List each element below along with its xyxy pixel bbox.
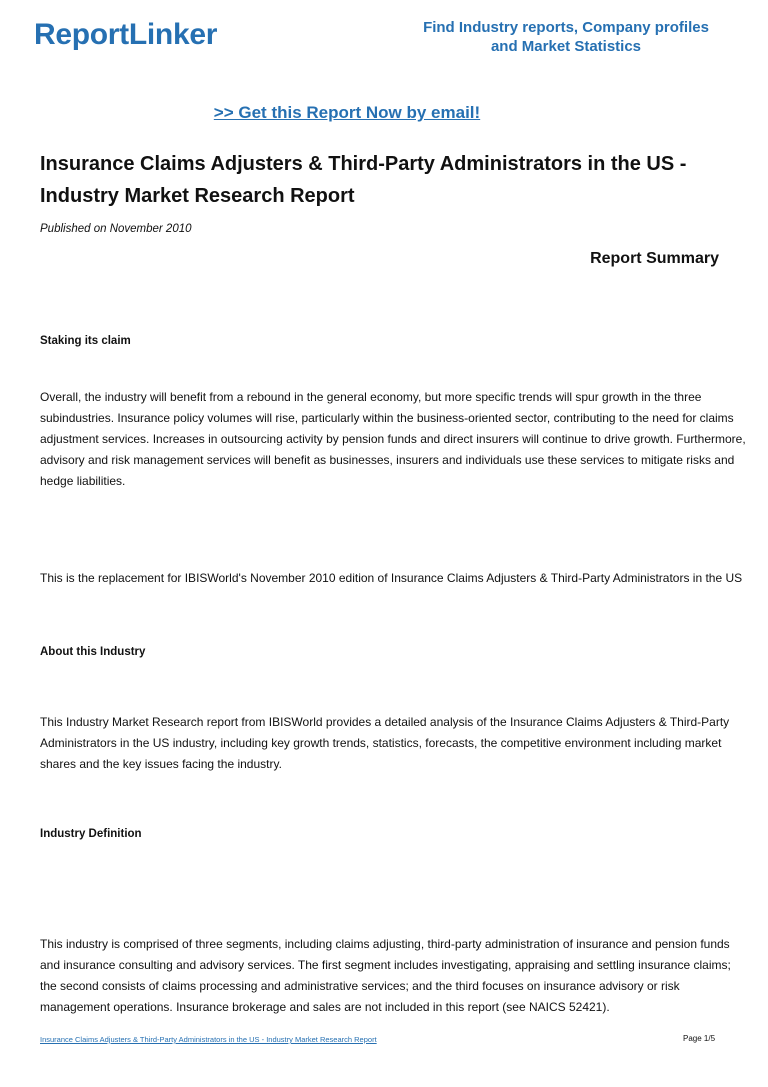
report-title <box>40 148 740 212</box>
paragraph-line: and insurance consulting and advisory services. The first segment includes investigating, appraising and settling insurance claims; <box>40 958 731 972</box>
title-line: Industry Market Research Report <box>40 185 355 207</box>
paragraph-line: advisory and risk management services will benefit as businesses, insurers and individuals use these services to mitigate risks and <box>40 453 735 467</box>
report-summary-heading: Report Summary <box>590 250 719 267</box>
staking-paragraph <box>40 387 746 492</box>
tagline-line: Find Industry reports, Company profiles <box>423 19 709 36</box>
paragraph-line: This Industry Market Research report from IBISWorld provides a detailed analysis of the Insurance Claims Adjusters & Third-Party <box>40 715 730 729</box>
staking-heading: Staking its claim <box>40 335 131 347</box>
paragraph-line: This is the replacement for IBISWorld's November 2010 edition of Insurance Claims Adjusters & Third-Party Administrators in the US <box>40 571 743 585</box>
definition-paragraph <box>40 934 740 1018</box>
title-line: Insurance Claims Adjusters & Third-Party Administrators in the US - <box>40 153 687 175</box>
page-number: Page 1/5 <box>683 1034 716 1043</box>
get-report-link-text[interactable]: >> Get this Report Now by email! <box>213 103 481 122</box>
paragraph-line: Overall, the industry will benefit from a rebound in the general economy, but more specific trends will spur growth in the three <box>40 390 702 404</box>
paragraph-line: the second consists of claims processing and administrative services; and the third focuses on insurance advisory or risk <box>40 979 680 993</box>
get-report-link[interactable] <box>0 103 694 123</box>
about-heading: About this Industry <box>40 646 146 658</box>
paragraph-line: hedge liabilities. <box>40 474 126 488</box>
definition-heading: Industry Definition <box>40 828 142 840</box>
about-paragraph <box>40 712 740 775</box>
paragraph-line: management operations. Insurance brokerage and sales are not included in this report (see NAICS 52421). <box>40 1000 610 1014</box>
reportlinker-logo[interactable]: ReportLinker <box>34 18 218 51</box>
published-date: Published on November 2010 <box>40 223 192 235</box>
paragraph-line: subindustries. Insurance policy volumes will rise, particularly within the business-oriented sector, contributing to the need for claims <box>40 411 734 425</box>
replacement-note <box>40 568 743 589</box>
footer-report-link[interactable]: Insurance Claims Adjusters & Third-Party Administrators in the US - Industry Market Research Report <box>40 1035 377 1044</box>
tagline <box>400 18 732 56</box>
tagline-line: and Market Statistics <box>490 38 642 55</box>
paragraph-line: shares and the key issues facing the industry. <box>40 757 282 771</box>
paragraph-line: This industry is comprised of three segments, including claims adjusting, third-party administration of insurance and pension funds <box>40 937 730 951</box>
paragraph-line: adjustment services. Increases in outsourcing activity by pension funds and direct insurers will continue to drive growth. Furthermore, <box>40 432 746 446</box>
paragraph-line: Administrators in the US industry, including key growth trends, statistics, forecasts, the competitive environment including market <box>40 736 722 750</box>
